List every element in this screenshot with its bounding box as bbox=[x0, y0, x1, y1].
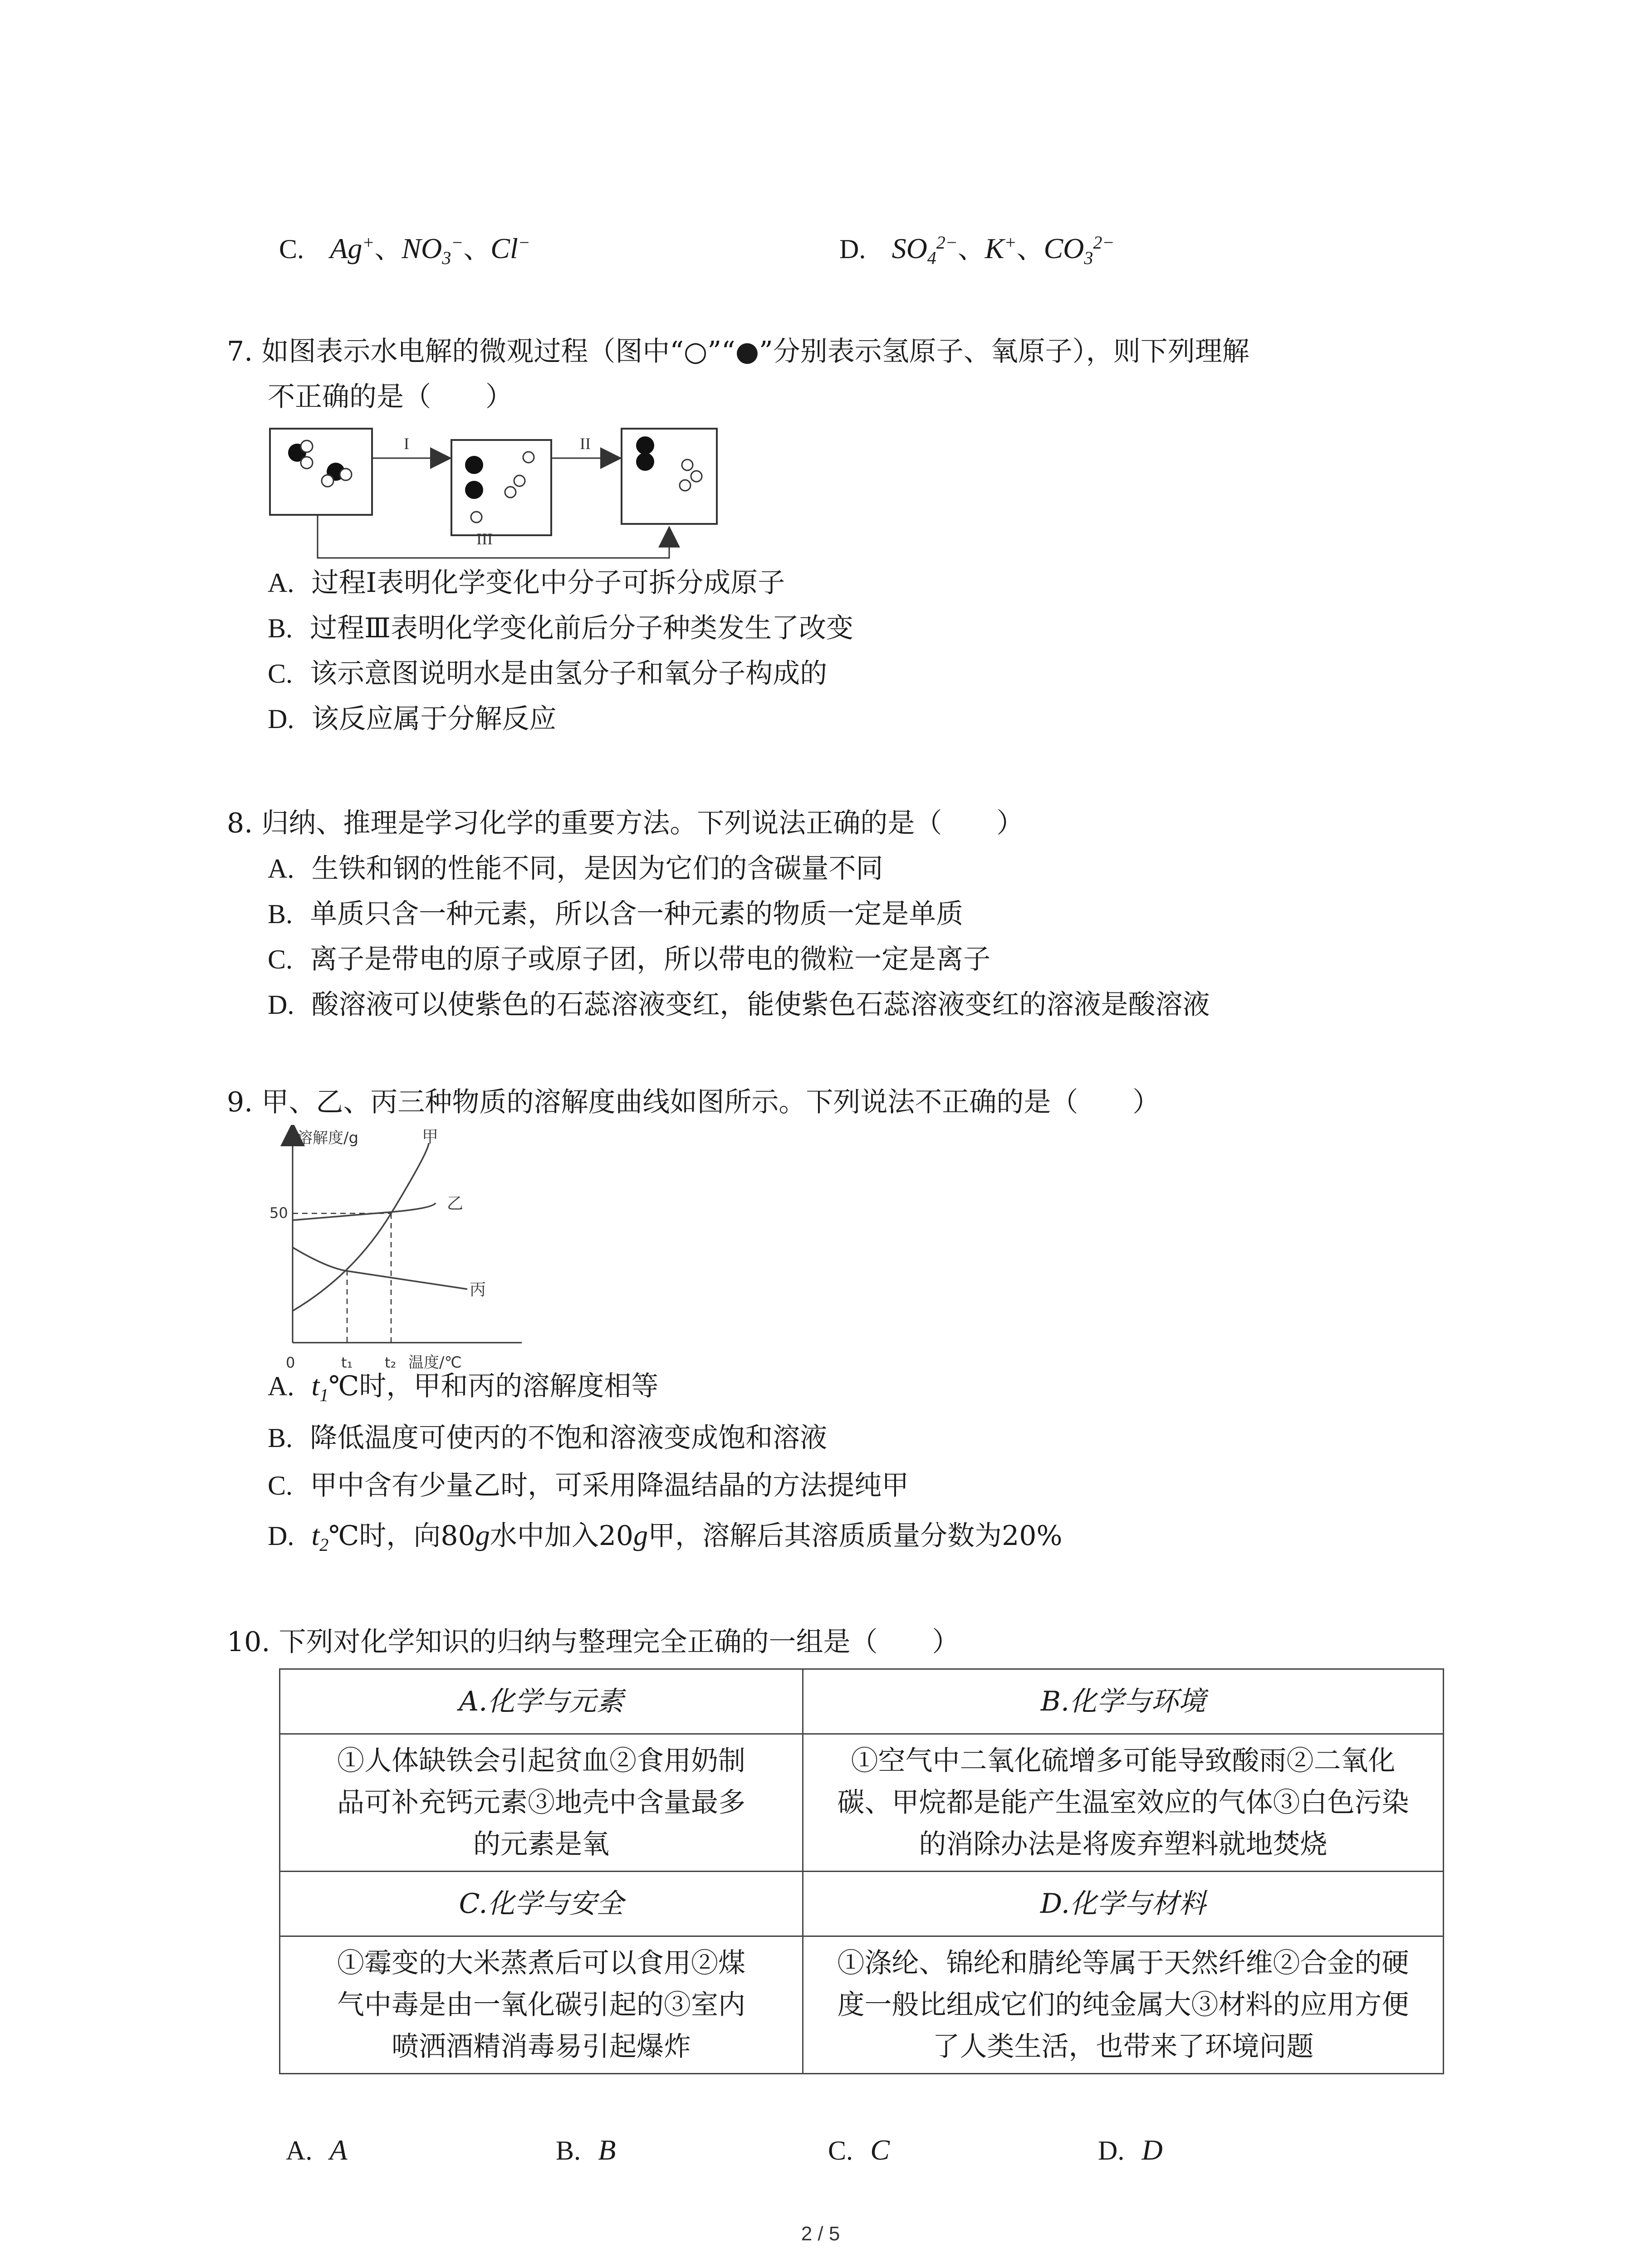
x-tick-t2: t₂ bbox=[385, 1354, 397, 1371]
q7-option-a: A. 过程Ⅰ表明化学变化中分子可拆分成原子 bbox=[268, 567, 785, 599]
q8-option-b: B. 单质只含一种元素，所以含一种元素的物质一定是单质 bbox=[268, 898, 964, 930]
q9-option-b: B. 降低温度可使丙的不饱和溶液变成饱和溶液 bbox=[268, 1422, 828, 1454]
y-tick-50: 50 bbox=[269, 1204, 288, 1222]
series-bing bbox=[293, 1247, 467, 1289]
solubility-chart bbox=[268, 1125, 549, 1379]
option-label: D. bbox=[839, 234, 866, 264]
series-jia bbox=[293, 1143, 429, 1311]
q6-option-c: C. Ag+、$NO_3^-$、Cl− bbox=[279, 232, 530, 268]
q8-stem: 8. 归纳、推理是学习化学的重要方法。下列说法正确的是（ ） bbox=[227, 807, 1024, 839]
series-yi bbox=[293, 1203, 436, 1220]
cell-c-head: C.化学与安全 bbox=[280, 1872, 803, 1936]
q10-choice-a: A. A bbox=[286, 2134, 348, 2166]
box-water-molecules bbox=[270, 429, 372, 515]
q6-option-d: D. $SO_4^{2-}$、K+、$CO_3^{2-}$ bbox=[839, 232, 1115, 268]
q10-choice-d: D. D bbox=[1098, 2134, 1163, 2166]
step-label-1: I bbox=[404, 435, 409, 453]
knowledge-table bbox=[279, 1668, 1444, 2074]
q7-option-d: D. 该反应属于分解反应 bbox=[268, 703, 557, 735]
cell-b-body: ①空气中二氧化硫增多可能导致酸雨②二氧化 碳、甲烷都是能产生温室效应的气体③白色污染 的消除办法是将废弃塑料就地焚烧 bbox=[803, 1734, 1444, 1872]
cell-d-head: D.化学与材料 bbox=[803, 1872, 1444, 1936]
cell-b-head: B.化学与环境 bbox=[803, 1669, 1444, 1734]
q10-choice-b: B. B bbox=[556, 2134, 616, 2166]
option-label: C. bbox=[279, 234, 304, 264]
page-number: 2 / 5 bbox=[801, 2223, 840, 2245]
q9-option-a: A. $t_1℃$时，甲和丙的溶解度相等 bbox=[268, 1369, 659, 1405]
cell-c-body: ①霉变的大米蒸煮后可以食用②煤 气中毒是由一氧化碳引起的③室内 喷洒酒精消毒易引起爆炸 bbox=[280, 1936, 803, 2074]
q7-option-c: C. 该示意图说明水是由氢分子和氧分子构成的 bbox=[268, 658, 828, 689]
q9-stem: 9. 甲、乙、丙三种物质的溶解度曲线如图所示。下列说法不正确的是（ ） bbox=[227, 1086, 1160, 1118]
series-jia-label: 甲 bbox=[422, 1128, 439, 1146]
q8-option-a: A. 生铁和钢的性能不同，是因为它们的含碳量不同 bbox=[268, 853, 883, 885]
q7-option-b: B. 过程Ⅲ表明化学变化前后分子种类发生了改变 bbox=[268, 612, 854, 644]
step-label-2: II bbox=[580, 435, 591, 453]
q9-option-d: D. $t_2℃$时，向80g水中加入20g甲，溶解后其溶质质量分数为20% bbox=[268, 1519, 1063, 1555]
cell-a-body: ①人体缺铁会引起贫血②食用奶制 品可补充钙元素③地壳中含量最多 的元素是氧 bbox=[280, 1734, 803, 1872]
x-axis-label: 温度/℃ bbox=[408, 1354, 462, 1372]
series-bing-label: 丙 bbox=[470, 1281, 486, 1299]
q9-option-c: C. 甲中含有少量乙时，可采用降温结晶的方法提纯甲 bbox=[268, 1470, 909, 1501]
q10-choice-c: C. C bbox=[828, 2134, 890, 2166]
q8-option-c: C. 离子是带电的原子或原子团，所以带电的微粒一定是离子 bbox=[268, 943, 991, 975]
q8-option-d: D. 酸溶液可以使紫色的石蕊溶液变红，能使紫色石蕊溶液变红的溶液是酸溶液 bbox=[268, 989, 1210, 1021]
cell-d-body: ①涤纶、锦纶和腈纶等属于天然纤维②合金的硬 度一般比组成它们的纯金属大③材料的应用方便 了人类生活，也带来了环境问题 bbox=[803, 1936, 1444, 2074]
q7-stem-line1: 7. 如图表示水电解的微观过程（图中“○”“●”分别表示氢原子、氧原子），则下列理解 bbox=[227, 336, 1249, 367]
x-tick-t1: t₁ bbox=[341, 1354, 353, 1371]
cell-a-head: A.化学与元素 bbox=[280, 1669, 803, 1734]
origin-label: 0 bbox=[286, 1354, 295, 1371]
step-label-3: III bbox=[476, 530, 493, 548]
q7-stem-line2: 不正确的是（ ） bbox=[268, 381, 513, 413]
y-axis-label: 溶解度/g bbox=[297, 1129, 359, 1147]
series-yi-label: 乙 bbox=[447, 1194, 464, 1213]
q10-stem: 10. 下列对化学知识的归纳与整理完全正确的一组是（ ） bbox=[227, 1626, 960, 1658]
